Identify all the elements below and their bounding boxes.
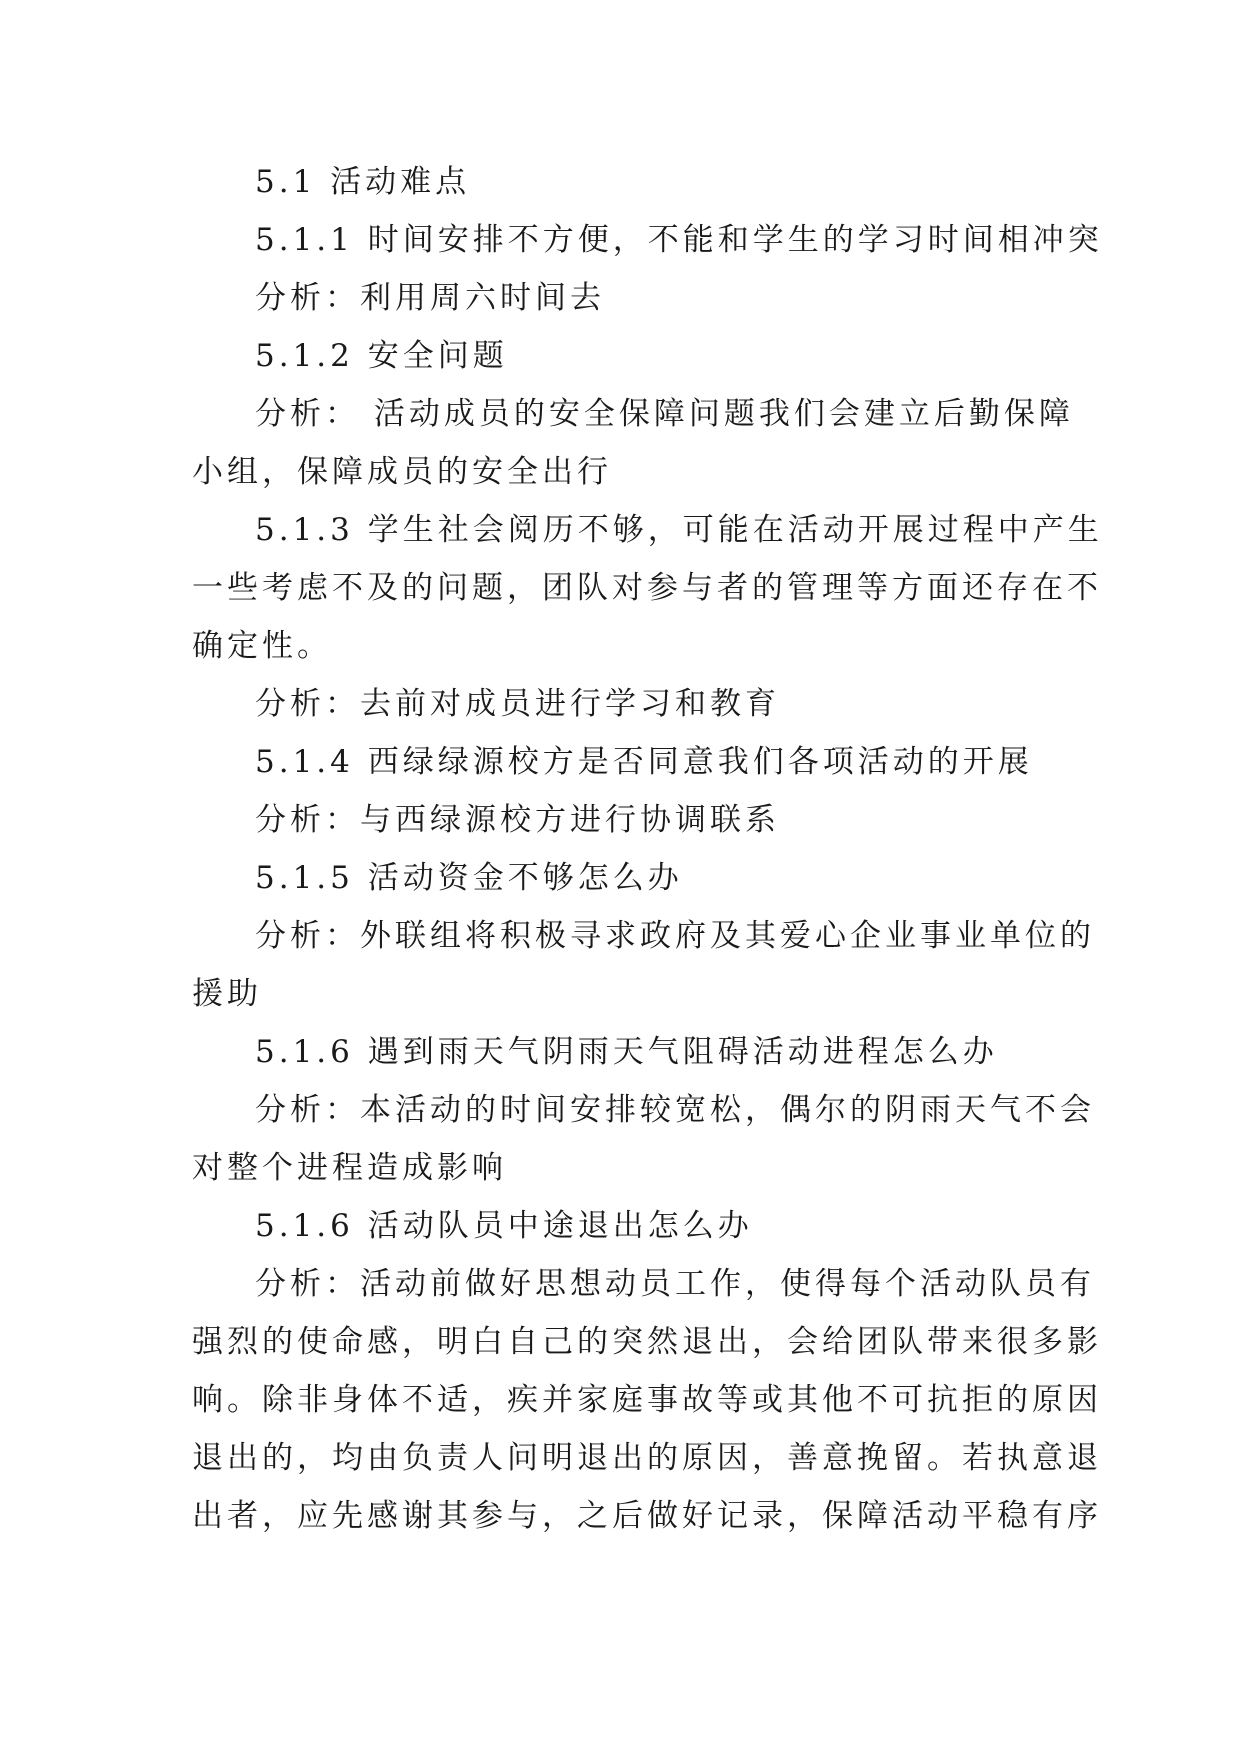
analysis-5-1-3: 分析：去前对成员进行学习和教育 xyxy=(255,686,780,722)
heading-5-1: 5.1 活动难点 xyxy=(255,164,471,200)
analysis-5-1-1: 分析：利用周六时间去 xyxy=(255,280,605,316)
item-5-1-1: 5.1.1 时间安排不方便，不能和学生的学习时间相冲突 xyxy=(255,222,1103,258)
analysis-5-1-6-weather: 分析：本活动的时间安排较宽松，偶尔的阴雨天气不会 xyxy=(255,1092,1095,1128)
analysis-5-1-4: 分析：与西绿源校方进行协调联系 xyxy=(255,802,780,838)
item-5-1-3-cont-1: 一些考虑不及的问题，团队对参与者的管理等方面还存在不 xyxy=(192,570,1102,606)
item-5-1-3: 5.1.3 学生社会阅历不够，可能在活动开展过程中产生 xyxy=(255,512,1103,548)
analysis-5-1-5-cont: 援助 xyxy=(192,976,262,1012)
document-body xyxy=(192,153,1103,1545)
item-5-1-4: 5.1.4 西绿绿源校方是否同意我们各项活动的开展 xyxy=(255,744,1033,780)
item-5-1-3-cont-2: 确定性。 xyxy=(192,628,332,664)
analysis-5-1-6-withdraw-cont-2: 响。除非身体不适，疾并家庭事故等或其他不可抗拒的原因 xyxy=(192,1382,1102,1418)
analysis-5-1-6-withdraw-cont-3: 退出的，均由负责人问明退出的原因，善意挽留。若执意退 xyxy=(192,1440,1102,1476)
item-5-1-6-weather: 5.1.6 遇到雨天气阴雨天气阻碍活动进程怎么办 xyxy=(255,1034,998,1070)
analysis-5-1-6-withdraw-cont-4: 出者，应先感谢其参与，之后做好记录，保障活动平稳有序 xyxy=(192,1498,1102,1534)
analysis-5-1-6-withdraw: 分析：活动前做好思想动员工作，使得每个活动队员有 xyxy=(255,1266,1095,1302)
item-5-1-5: 5.1.5 活动资金不够怎么办 xyxy=(255,860,683,896)
item-5-1-2: 5.1.2 安全问题 xyxy=(255,338,508,374)
analysis-5-1-5: 分析：外联组将积极寻求政府及其爱心企业事业单位的 xyxy=(255,918,1095,954)
item-5-1-6-withdraw: 5.1.6 活动队员中途退出怎么办 xyxy=(255,1208,753,1244)
analysis-5-1-2: 分析： 活动成员的安全保障问题我们会建立后勤保障 xyxy=(255,396,1074,432)
analysis-5-1-6-withdraw-cont-1: 强烈的使命感，明白自己的突然退出，会给团队带来很多影 xyxy=(192,1324,1102,1360)
analysis-5-1-2-cont: 小组，保障成员的安全出行 xyxy=(192,454,612,490)
analysis-5-1-6-weather-cont: 对整个进程造成影响 xyxy=(192,1150,507,1186)
